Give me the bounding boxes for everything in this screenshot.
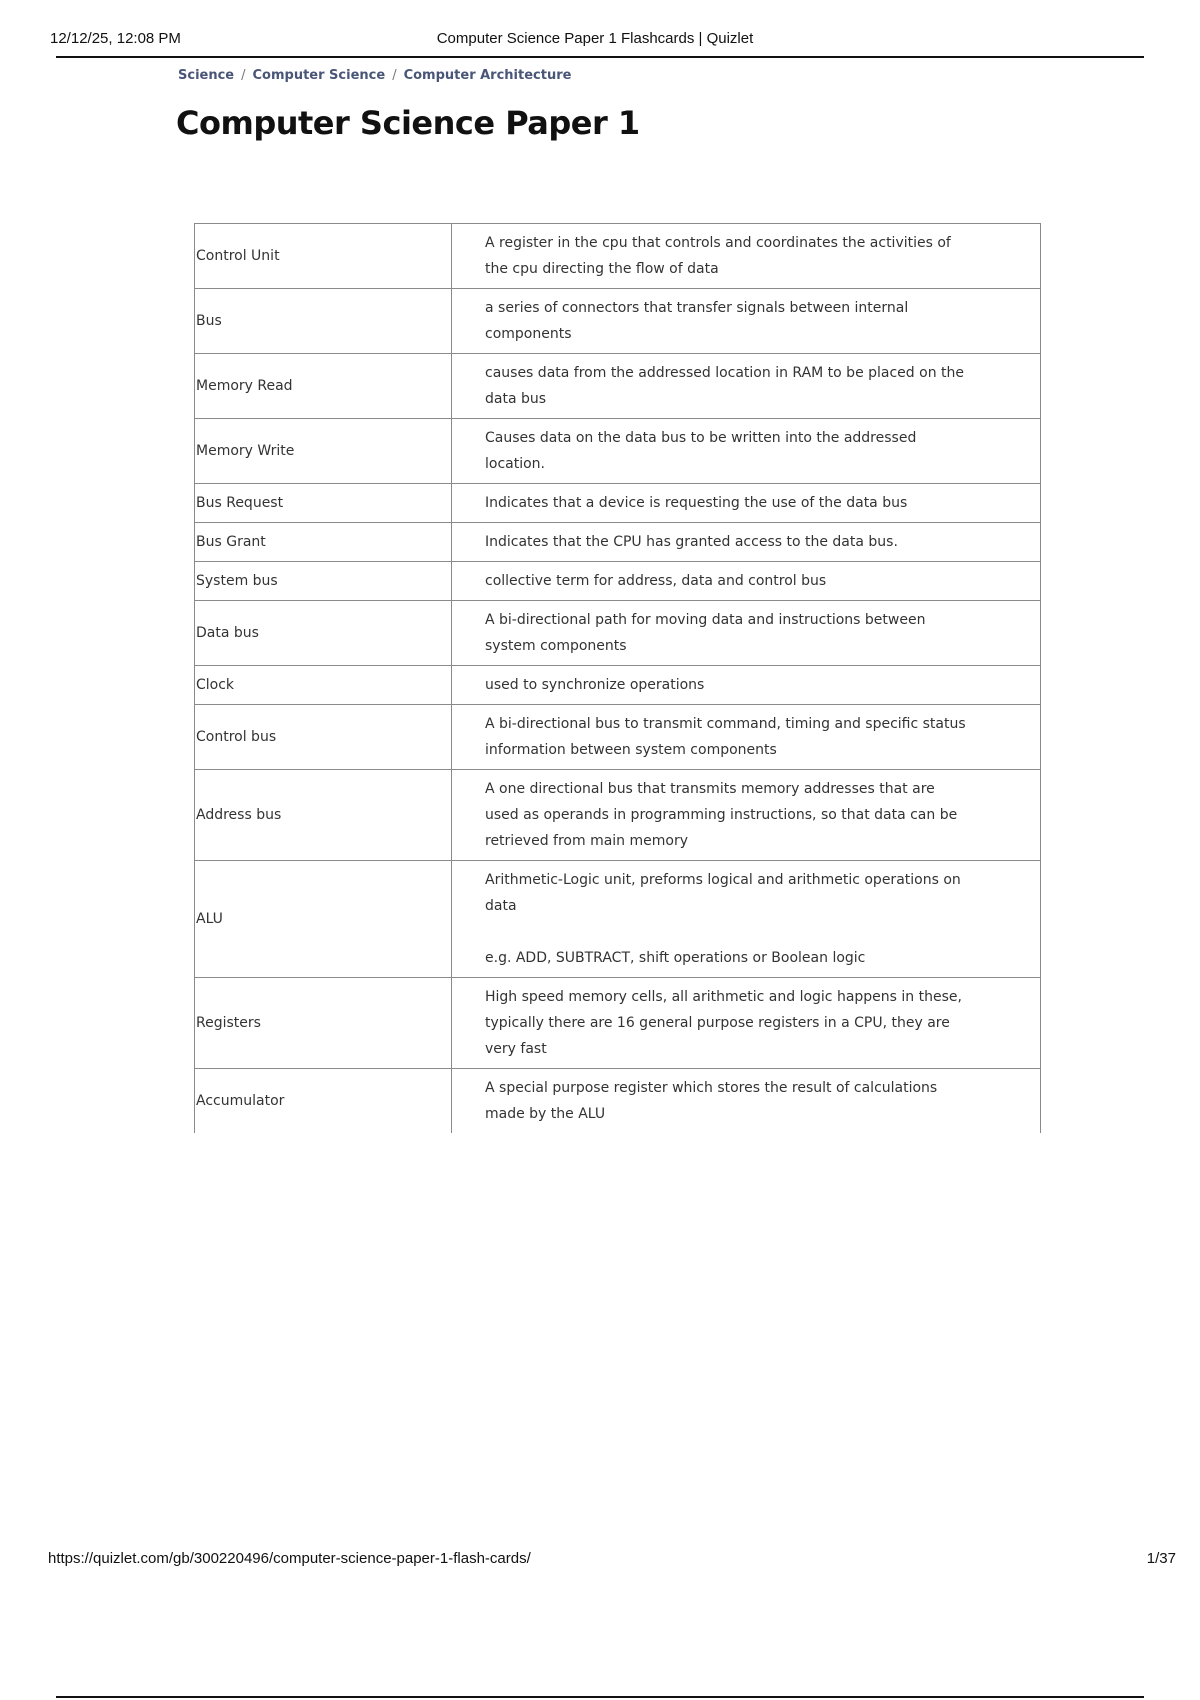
- card-definition: a series of connectors that transfer signals between internal components: [452, 289, 1041, 354]
- card-term: Bus Request: [195, 484, 452, 523]
- flashcard-row: [195, 562, 1041, 601]
- card-term: Control Unit: [195, 224, 452, 289]
- card-definition: Arithmetic-Logic unit, preforms logical and arithmetic operations on data e.g. ADD, SUBTRACT, shift operations or Boolean logic: [452, 861, 1041, 978]
- card-term: System bus: [195, 562, 452, 601]
- flashcard-row: [195, 978, 1041, 1069]
- flashcard-row: [195, 770, 1041, 861]
- card-definition: Causes data on the data bus to be written into the addressed location.: [452, 419, 1041, 484]
- flashcard-row: [195, 861, 1041, 978]
- card-definition: A special purpose register which stores the result of calculations made by the ALU: [452, 1069, 1041, 1134]
- print-date: 12/12/25, 12:08 PM: [50, 30, 181, 47]
- card-definition: A bi-directional path for moving data and instructions between system components: [452, 601, 1041, 666]
- card-term: Accumulator: [195, 1069, 452, 1134]
- card-definition: High speed memory cells, all arithmetic and logic happens in these, typically there are 16 general purpose registers in a CPU, they are very fast: [452, 978, 1041, 1069]
- flashcard-row: [195, 224, 1041, 289]
- card-term: Memory Write: [195, 419, 452, 484]
- card-definition: A one directional bus that transmits memory addresses that are used as operands in programming instructions, so that data can be retrieved from main memory: [452, 770, 1041, 861]
- breadcrumb-link-computer-science[interactable]: Computer Science: [252, 68, 386, 83]
- card-term: ALU: [195, 861, 452, 978]
- breadcrumb-separator: /: [241, 68, 246, 83]
- flashcard-table: [194, 223, 1041, 1133]
- print-footer-url: https://quizlet.com/gb/300220496/computer-science-paper-1-flash-cards/: [48, 1550, 531, 1567]
- card-definition: A bi-directional bus to transmit command, timing and specific status information between system components: [452, 705, 1041, 770]
- card-term: Clock: [195, 666, 452, 705]
- breadcrumb: [178, 68, 571, 83]
- flashcard-row: [195, 484, 1041, 523]
- flashcard-row: [195, 666, 1041, 705]
- page-title: Computer Science Paper 1: [176, 104, 640, 142]
- print-page-title: Computer Science Paper 1 Flashcards | Quizlet: [436, 30, 754, 47]
- flashcard-row: [195, 419, 1041, 484]
- breadcrumb-link-science[interactable]: Science: [178, 68, 235, 83]
- flashcard-row: [195, 523, 1041, 562]
- card-definition: used to synchronize operations: [452, 666, 1041, 705]
- card-term: Control bus: [195, 705, 452, 770]
- breadcrumb-separator: /: [392, 68, 397, 83]
- card-definition: A register in the cpu that controls and coordinates the activities of the cpu directing the flow of data: [452, 224, 1041, 289]
- breadcrumb-link-computer-architecture[interactable]: Computer Architecture: [403, 68, 572, 83]
- footer-divider: [56, 1696, 1144, 1698]
- card-term: Registers: [195, 978, 452, 1069]
- flashcard-row: [195, 1069, 1041, 1134]
- flashcard-row: [195, 705, 1041, 770]
- flashcard-row: [195, 289, 1041, 354]
- card-definition: collective term for address, data and control bus: [452, 562, 1041, 601]
- page-number: 1/37: [1146, 1550, 1176, 1567]
- card-term: Bus Grant: [195, 523, 452, 562]
- header-divider: [56, 56, 1144, 58]
- print-header: [50, 30, 1140, 58]
- card-definition: causes data from the addressed location in RAM to be placed on the data bus: [452, 354, 1041, 419]
- flashcard-row: [195, 601, 1041, 666]
- card-definition: Indicates that a device is requesting the use of the data bus: [452, 484, 1041, 523]
- card-term: Memory Read: [195, 354, 452, 419]
- card-term: Data bus: [195, 601, 452, 666]
- card-term: Bus: [195, 289, 452, 354]
- card-definition: Indicates that the CPU has granted access to the data bus.: [452, 523, 1041, 562]
- card-term: Address bus: [195, 770, 452, 861]
- flashcard-row: [195, 354, 1041, 419]
